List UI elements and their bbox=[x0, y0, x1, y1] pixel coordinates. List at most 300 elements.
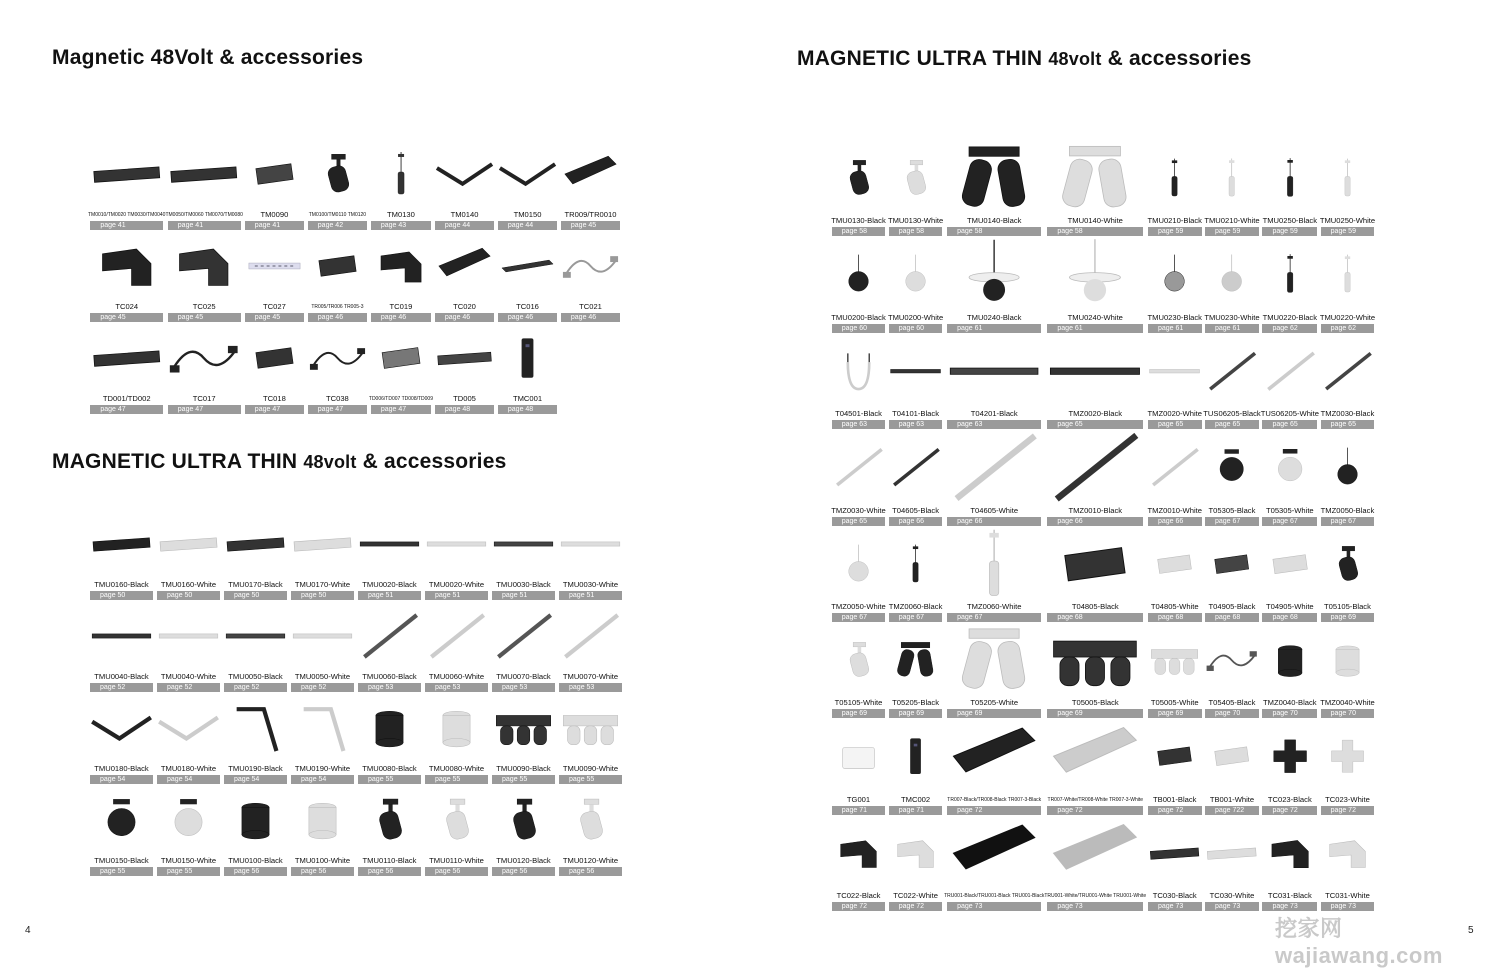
product-code: TMU0120-Black bbox=[496, 856, 551, 865]
product-image bbox=[423, 600, 490, 672]
product-illustration-icon bbox=[830, 236, 887, 312]
page-reference-label: page 70 bbox=[1321, 709, 1375, 718]
page-reference-label: page 63 bbox=[889, 420, 943, 429]
product-code: TMU0200-White bbox=[887, 312, 944, 322]
product-illustration-icon bbox=[356, 600, 423, 672]
ultra-thin-left-product-card bbox=[289, 508, 356, 600]
product-image bbox=[830, 236, 887, 312]
product-illustration-icon bbox=[1203, 236, 1260, 312]
ultra-thin-left-product-card bbox=[222, 692, 289, 784]
page-reference-label: page 46 bbox=[371, 313, 431, 322]
page-number-right: 5 bbox=[1468, 925, 1474, 936]
product-image bbox=[1203, 429, 1260, 505]
ultra-thin-left-product-card bbox=[155, 692, 222, 784]
product-code: TMZ0020-White bbox=[1147, 409, 1202, 419]
page-reference-label: page 51 bbox=[358, 591, 421, 600]
page-reference-label: page 72 bbox=[1321, 806, 1375, 815]
product-illustration-icon bbox=[1319, 526, 1376, 602]
product-image bbox=[155, 508, 222, 580]
ultra-thin-right-product-card bbox=[1146, 236, 1203, 332]
product-illustration-icon bbox=[88, 600, 155, 672]
page-reference-label: page 41 bbox=[168, 221, 241, 230]
product-image bbox=[1319, 622, 1376, 698]
ultra-thin-right-product-card bbox=[1261, 526, 1319, 622]
page-reference-label: page 55 bbox=[157, 867, 220, 876]
product-illustration-icon bbox=[423, 508, 490, 580]
product-code: TMU0090-Black bbox=[496, 764, 551, 773]
product-image bbox=[1203, 526, 1260, 602]
page-reference-label: page 53 bbox=[492, 683, 555, 692]
product-illustration-icon bbox=[830, 333, 887, 409]
product-illustration-icon bbox=[369, 230, 433, 302]
product-image bbox=[1146, 429, 1203, 505]
page-reference-label: page 66 bbox=[889, 517, 943, 526]
page-reference-label: page 42 bbox=[308, 221, 367, 230]
page-reference-label: page 47 bbox=[308, 405, 367, 414]
page-reference-label: page 47 bbox=[90, 405, 163, 414]
ultra-thin-right-product-card bbox=[1044, 236, 1146, 332]
page-reference-label: page 69 bbox=[889, 709, 943, 718]
product-code: TR009/TR0010 bbox=[564, 210, 617, 219]
page-reference-label: page 69 bbox=[1047, 709, 1143, 718]
section-title-ultra-thin-right: MAGNETIC ULTRA THIN 48volt & accessories bbox=[797, 47, 1252, 70]
product-code: T05005-Black bbox=[1071, 698, 1119, 708]
magnetic-48volt-product-card bbox=[559, 138, 622, 230]
ultra-thin-left-product-card bbox=[423, 600, 490, 692]
product-illustration-icon bbox=[1261, 526, 1319, 602]
page-reference-label: page 50 bbox=[90, 591, 153, 600]
page-reference-label: page 60 bbox=[832, 324, 886, 333]
page-reference-label: page 41 bbox=[245, 221, 304, 230]
ultra-thin-left-product-card bbox=[356, 692, 423, 784]
product-code: TC022-White bbox=[893, 891, 938, 901]
product-image bbox=[369, 322, 433, 394]
ultra-thin-right-product-card bbox=[887, 718, 944, 814]
page-number-left: 4 bbox=[25, 925, 31, 936]
product-grid-ultra-thin-left bbox=[88, 508, 624, 876]
product-illustration-icon bbox=[222, 692, 289, 764]
product-image bbox=[887, 815, 944, 891]
product-code: TMU0170-White bbox=[294, 580, 351, 589]
page-reference-label: page 47 bbox=[168, 405, 241, 414]
magnetic-48volt-product-card bbox=[369, 138, 433, 230]
ultra-thin-left-product-card bbox=[88, 508, 155, 600]
ultra-thin-right-product-card bbox=[1261, 429, 1319, 525]
product-illustration-icon bbox=[887, 815, 944, 891]
product-image bbox=[88, 508, 155, 580]
page-reference-label: page 58 bbox=[1047, 227, 1143, 236]
product-illustration-icon bbox=[1044, 815, 1146, 891]
product-illustration-icon bbox=[1146, 622, 1203, 698]
product-illustration-icon bbox=[423, 784, 490, 856]
ultra-thin-right-product-card bbox=[830, 815, 887, 911]
product-code: TMU0020-Black bbox=[362, 580, 417, 589]
page-reference-label: page 46 bbox=[498, 313, 557, 322]
product-code: TC031-White bbox=[1325, 891, 1370, 901]
product-code: TMU0170-Black bbox=[228, 580, 283, 589]
page-reference-label: page 58 bbox=[947, 227, 1041, 236]
product-image bbox=[222, 508, 289, 580]
product-illustration-icon bbox=[1203, 815, 1260, 891]
product-code: TMU0050-Black bbox=[228, 672, 283, 681]
product-illustration-icon bbox=[1203, 140, 1260, 216]
magnetic-48volt-product-card bbox=[306, 138, 369, 230]
product-code: TMU0240-White bbox=[1067, 312, 1123, 322]
product-image bbox=[944, 718, 1044, 794]
product-code: T04605-White bbox=[970, 505, 1019, 515]
ultra-thin-right-product-card bbox=[944, 333, 1044, 429]
product-code: TMU0030-Black bbox=[496, 580, 551, 589]
product-code: T05205-White bbox=[970, 698, 1019, 708]
product-image bbox=[830, 140, 887, 216]
ultra-thin-right-product-card bbox=[887, 526, 944, 622]
product-code: TG001 bbox=[846, 794, 871, 804]
page-reference-label: page 71 bbox=[889, 806, 943, 815]
magnetic-48volt-product-card bbox=[88, 138, 165, 230]
page-reference-label: page 54 bbox=[90, 775, 153, 784]
ultra-thin-right-product-card bbox=[1319, 622, 1376, 718]
product-code: TMU0160-Black bbox=[94, 580, 149, 589]
ultra-thin-right-product-card bbox=[944, 526, 1044, 622]
product-image bbox=[557, 508, 624, 580]
product-image bbox=[1319, 236, 1376, 312]
product-code: TR005/TR006 TR005-3 bbox=[311, 304, 364, 310]
product-illustration-icon bbox=[243, 138, 306, 210]
page-reference-label: page 61 bbox=[1047, 324, 1143, 333]
page-reference-label: page 52 bbox=[157, 683, 220, 692]
page-reference-label: page 69 bbox=[1148, 709, 1202, 718]
product-illustration-icon bbox=[1261, 236, 1319, 312]
product-grid-magnetic-48volt bbox=[88, 138, 622, 414]
product-image bbox=[289, 692, 356, 764]
page-reference-label: page 54 bbox=[224, 775, 287, 784]
page-reference-label: page 50 bbox=[291, 591, 354, 600]
page-reference-label: page 62 bbox=[1321, 324, 1375, 333]
product-illustration-icon bbox=[557, 508, 624, 580]
product-image bbox=[1261, 140, 1319, 216]
page-reference-label: page 56 bbox=[492, 867, 555, 876]
product-image bbox=[222, 600, 289, 672]
ultra-thin-right-product-card bbox=[1319, 429, 1376, 525]
ultra-thin-left-product-card bbox=[557, 692, 624, 784]
product-code: TR007-Black/TR008-Black TR007-3-Black bbox=[947, 796, 1042, 803]
product-code: TMU0140-Black bbox=[966, 216, 1022, 226]
product-image bbox=[887, 333, 944, 409]
product-illustration-icon bbox=[1146, 140, 1203, 216]
product-code: TD005 bbox=[453, 394, 476, 403]
ultra-thin-right-product-card bbox=[1203, 429, 1260, 525]
page-reference-label: page 67 bbox=[1262, 517, 1317, 526]
product-code: TMU0140-White bbox=[1067, 216, 1123, 226]
product-code: TMU0100-White bbox=[294, 856, 351, 865]
page-reference-label: page 54 bbox=[291, 775, 354, 784]
product-image bbox=[490, 692, 557, 764]
product-image bbox=[944, 622, 1044, 698]
product-image bbox=[306, 230, 369, 302]
page-reference-label: page 73 bbox=[1205, 902, 1259, 911]
product-illustration-icon bbox=[1146, 718, 1203, 794]
product-code: TMU0080-Black bbox=[362, 764, 417, 773]
ultra-thin-left-product-card bbox=[490, 692, 557, 784]
product-code: TMU0180-White bbox=[160, 764, 217, 773]
product-illustration-icon bbox=[1261, 718, 1319, 794]
product-code: T05005-White bbox=[1150, 698, 1199, 708]
page-reference-label: page 51 bbox=[559, 591, 622, 600]
product-image bbox=[222, 784, 289, 856]
product-image bbox=[243, 230, 306, 302]
product-code: TB001-Black bbox=[1153, 794, 1197, 804]
page-reference-label: page 58 bbox=[889, 227, 943, 236]
ultra-thin-right-product-card bbox=[1203, 815, 1260, 911]
product-code: T04501-Black bbox=[835, 409, 882, 419]
page-reference-label: page 54 bbox=[157, 775, 220, 784]
ultra-thin-left-product-card bbox=[557, 784, 624, 876]
product-grid-ultra-thin-right bbox=[830, 140, 1376, 911]
product-illustration-icon bbox=[369, 138, 433, 210]
ultra-thin-left-product-card bbox=[155, 600, 222, 692]
magnetic-48volt-product-card bbox=[165, 322, 242, 414]
product-illustration-icon bbox=[887, 622, 944, 698]
product-illustration-icon bbox=[1044, 429, 1146, 505]
product-image bbox=[1261, 622, 1319, 698]
product-image bbox=[1261, 526, 1319, 602]
product-illustration-icon bbox=[887, 236, 944, 312]
product-illustration-icon bbox=[830, 718, 887, 794]
product-illustration-icon bbox=[1203, 622, 1260, 698]
product-image bbox=[433, 322, 496, 394]
product-code: TMU0110-White bbox=[429, 856, 484, 865]
product-image bbox=[165, 322, 242, 394]
page-reference-label: page 55 bbox=[358, 775, 421, 784]
product-illustration-icon bbox=[830, 429, 887, 505]
product-image bbox=[88, 600, 155, 672]
product-code: TMU0160-White bbox=[160, 580, 217, 589]
ultra-thin-right-product-card bbox=[887, 333, 944, 429]
product-illustration-icon bbox=[1146, 236, 1203, 312]
product-code: T04201-Black bbox=[970, 409, 1018, 419]
product-code: TC023-Black bbox=[1267, 794, 1312, 804]
page-reference-label: page 70 bbox=[1205, 709, 1259, 718]
product-code: TM0100/TM0110 TM0120 bbox=[308, 212, 367, 218]
product-code: TMU0250-White bbox=[1319, 216, 1376, 226]
product-image bbox=[356, 508, 423, 580]
product-image bbox=[243, 322, 306, 394]
product-illustration-icon bbox=[496, 138, 559, 210]
ultra-thin-right-product-card bbox=[944, 236, 1044, 332]
product-illustration-icon bbox=[88, 508, 155, 580]
product-illustration-icon bbox=[887, 140, 944, 216]
product-image bbox=[1319, 718, 1376, 794]
magnetic-48volt-product-card bbox=[306, 322, 369, 414]
product-illustration-icon bbox=[289, 692, 356, 764]
page-reference-label: page 55 bbox=[559, 775, 622, 784]
product-illustration-icon bbox=[1319, 333, 1376, 409]
product-illustration-icon bbox=[944, 718, 1044, 794]
ultra-thin-right-product-card bbox=[1203, 140, 1260, 236]
ultra-thin-left-product-card bbox=[289, 692, 356, 784]
product-illustration-icon bbox=[222, 784, 289, 856]
product-code: T05105-White bbox=[834, 698, 883, 708]
page-reference-label: page 72 bbox=[832, 902, 886, 911]
page-reference-label: page 48 bbox=[435, 405, 494, 414]
product-image bbox=[830, 718, 887, 794]
product-image bbox=[1203, 236, 1260, 312]
ultra-thin-right-product-card bbox=[1044, 140, 1146, 236]
product-image bbox=[1319, 333, 1376, 409]
product-illustration-icon bbox=[887, 429, 944, 505]
ultra-thin-right-product-card bbox=[830, 622, 887, 718]
page-reference-label: page 68 bbox=[1047, 613, 1143, 622]
ultra-thin-left-product-card bbox=[289, 784, 356, 876]
product-image bbox=[944, 236, 1044, 312]
product-image bbox=[1146, 236, 1203, 312]
ultra-thin-right-product-card bbox=[1261, 718, 1319, 814]
product-illustration-icon bbox=[830, 622, 887, 698]
product-image bbox=[423, 692, 490, 764]
section-title-ultra-thin-left: MAGNETIC ULTRA THIN 48volt & accessories bbox=[52, 450, 507, 473]
product-image bbox=[887, 526, 944, 602]
product-image bbox=[1261, 429, 1319, 505]
product-image bbox=[356, 692, 423, 764]
page-reference-label: page 51 bbox=[492, 591, 555, 600]
ultra-thin-left-product-card bbox=[88, 692, 155, 784]
product-illustration-icon bbox=[1044, 236, 1146, 312]
product-image bbox=[1146, 140, 1203, 216]
product-code: TMZ0050-Black bbox=[1320, 505, 1375, 515]
ultra-thin-right-product-card bbox=[1044, 622, 1146, 718]
product-code: TMU0150-Black bbox=[94, 856, 149, 865]
product-illustration-icon bbox=[490, 508, 557, 580]
product-code: TUS06205-White bbox=[1260, 409, 1319, 419]
product-illustration-icon bbox=[1319, 236, 1376, 312]
page-reference-label: page 58 bbox=[832, 227, 886, 236]
product-code: TMU0180-Black bbox=[94, 764, 149, 773]
product-illustration-icon bbox=[944, 429, 1044, 505]
product-illustration-icon bbox=[490, 600, 557, 672]
product-image bbox=[155, 600, 222, 672]
ultra-thin-left-product-card bbox=[222, 600, 289, 692]
product-illustration-icon bbox=[944, 140, 1044, 216]
product-illustration-icon bbox=[423, 692, 490, 764]
ultra-thin-right-product-card bbox=[1044, 429, 1146, 525]
product-illustration-icon bbox=[165, 322, 242, 394]
product-image bbox=[830, 526, 887, 602]
page-reference-label: page 62 bbox=[1262, 324, 1317, 333]
product-image bbox=[1203, 140, 1260, 216]
ultra-thin-right-product-card bbox=[944, 140, 1044, 236]
ultra-thin-left-product-card bbox=[155, 508, 222, 600]
product-image bbox=[490, 600, 557, 672]
magnetic-48volt-product-card bbox=[243, 322, 306, 414]
product-illustration-icon bbox=[356, 784, 423, 856]
product-image bbox=[1044, 236, 1146, 312]
product-code: TMU0130-Black bbox=[831, 216, 886, 226]
page-reference-label: page 72 bbox=[889, 902, 943, 911]
page-reference-label: page 67 bbox=[1205, 517, 1259, 526]
page-reference-label: page 59 bbox=[1148, 227, 1202, 236]
product-image bbox=[1044, 622, 1146, 698]
product-image bbox=[887, 236, 944, 312]
product-illustration-icon bbox=[155, 508, 222, 580]
ultra-thin-right-product-card bbox=[1203, 333, 1260, 429]
page-reference-label: page 44 bbox=[498, 221, 557, 230]
magnetic-48volt-product-card bbox=[243, 230, 306, 322]
product-illustration-icon bbox=[1203, 526, 1260, 602]
product-code: T04805-Black bbox=[1071, 602, 1119, 612]
product-code: TC021 bbox=[579, 302, 602, 311]
ultra-thin-right-product-card bbox=[944, 815, 1044, 911]
ultra-thin-right-product-card bbox=[887, 140, 944, 236]
product-illustration-icon bbox=[887, 526, 944, 602]
ultra-thin-left-product-card bbox=[356, 784, 423, 876]
product-image bbox=[88, 692, 155, 764]
product-image bbox=[222, 692, 289, 764]
product-image bbox=[306, 322, 369, 394]
product-code: TC031-Black bbox=[1267, 891, 1312, 901]
page-reference-label: page 45 bbox=[168, 313, 241, 322]
ultra-thin-right-product-card bbox=[944, 718, 1044, 814]
ultra-thin-left-product-card bbox=[222, 784, 289, 876]
ultra-thin-right-product-card bbox=[1261, 333, 1319, 429]
product-illustration-icon bbox=[830, 526, 887, 602]
page-reference-label: page 65 bbox=[1148, 420, 1202, 429]
product-illustration-icon bbox=[155, 692, 222, 764]
magnetic-48volt-product-card bbox=[165, 230, 242, 322]
page-reference-label: page 56 bbox=[291, 867, 354, 876]
page-reference-label: page 72 bbox=[947, 806, 1041, 815]
product-code: T04805-White bbox=[1150, 602, 1199, 612]
ultra-thin-left-product-card bbox=[88, 784, 155, 876]
magnetic-48volt-product-card bbox=[496, 230, 559, 322]
product-illustration-icon bbox=[944, 526, 1044, 602]
product-code: TC030-Black bbox=[1152, 891, 1197, 901]
product-illustration-icon bbox=[557, 600, 624, 672]
product-illustration-icon bbox=[1319, 429, 1376, 505]
product-illustration-icon bbox=[557, 784, 624, 856]
product-image bbox=[356, 600, 423, 672]
product-illustration-icon bbox=[944, 333, 1044, 409]
product-image bbox=[887, 429, 944, 505]
page-reference-label: page 56 bbox=[559, 867, 622, 876]
ultra-thin-right-product-card bbox=[1319, 236, 1376, 332]
page-reference-label: page 52 bbox=[224, 683, 287, 692]
product-illustration-icon bbox=[88, 322, 165, 394]
page-reference-label: page 73 bbox=[1262, 902, 1317, 911]
product-code: TUS06205-Black bbox=[1203, 409, 1261, 419]
page-reference-label: page 66 bbox=[947, 517, 1041, 526]
product-image bbox=[830, 815, 887, 891]
page-reference-label: page 59 bbox=[1321, 227, 1375, 236]
product-illustration-icon bbox=[369, 322, 433, 394]
ultra-thin-right-product-card bbox=[1146, 429, 1203, 525]
ultra-thin-right-product-card bbox=[830, 333, 887, 429]
product-code: TRU001-White/TRU001-White TRU001-White bbox=[1044, 893, 1147, 900]
ultra-thin-right-product-card bbox=[887, 236, 944, 332]
product-image bbox=[1319, 140, 1376, 216]
page-reference-label: page 45 bbox=[561, 221, 620, 230]
product-image bbox=[1203, 718, 1260, 794]
product-illustration-icon bbox=[559, 138, 622, 210]
product-illustration-icon bbox=[88, 784, 155, 856]
product-code: TMU0210-Black bbox=[1147, 216, 1202, 226]
product-image bbox=[243, 138, 306, 210]
page-reference-label: page 46 bbox=[435, 313, 494, 322]
magnetic-48volt-product-card bbox=[243, 138, 306, 230]
product-image bbox=[289, 784, 356, 856]
product-code: TM0010/TM0020 TM0030/TM0040 bbox=[88, 212, 166, 218]
ultra-thin-right-product-card bbox=[1203, 622, 1260, 718]
ultra-thin-left-product-card bbox=[490, 508, 557, 600]
